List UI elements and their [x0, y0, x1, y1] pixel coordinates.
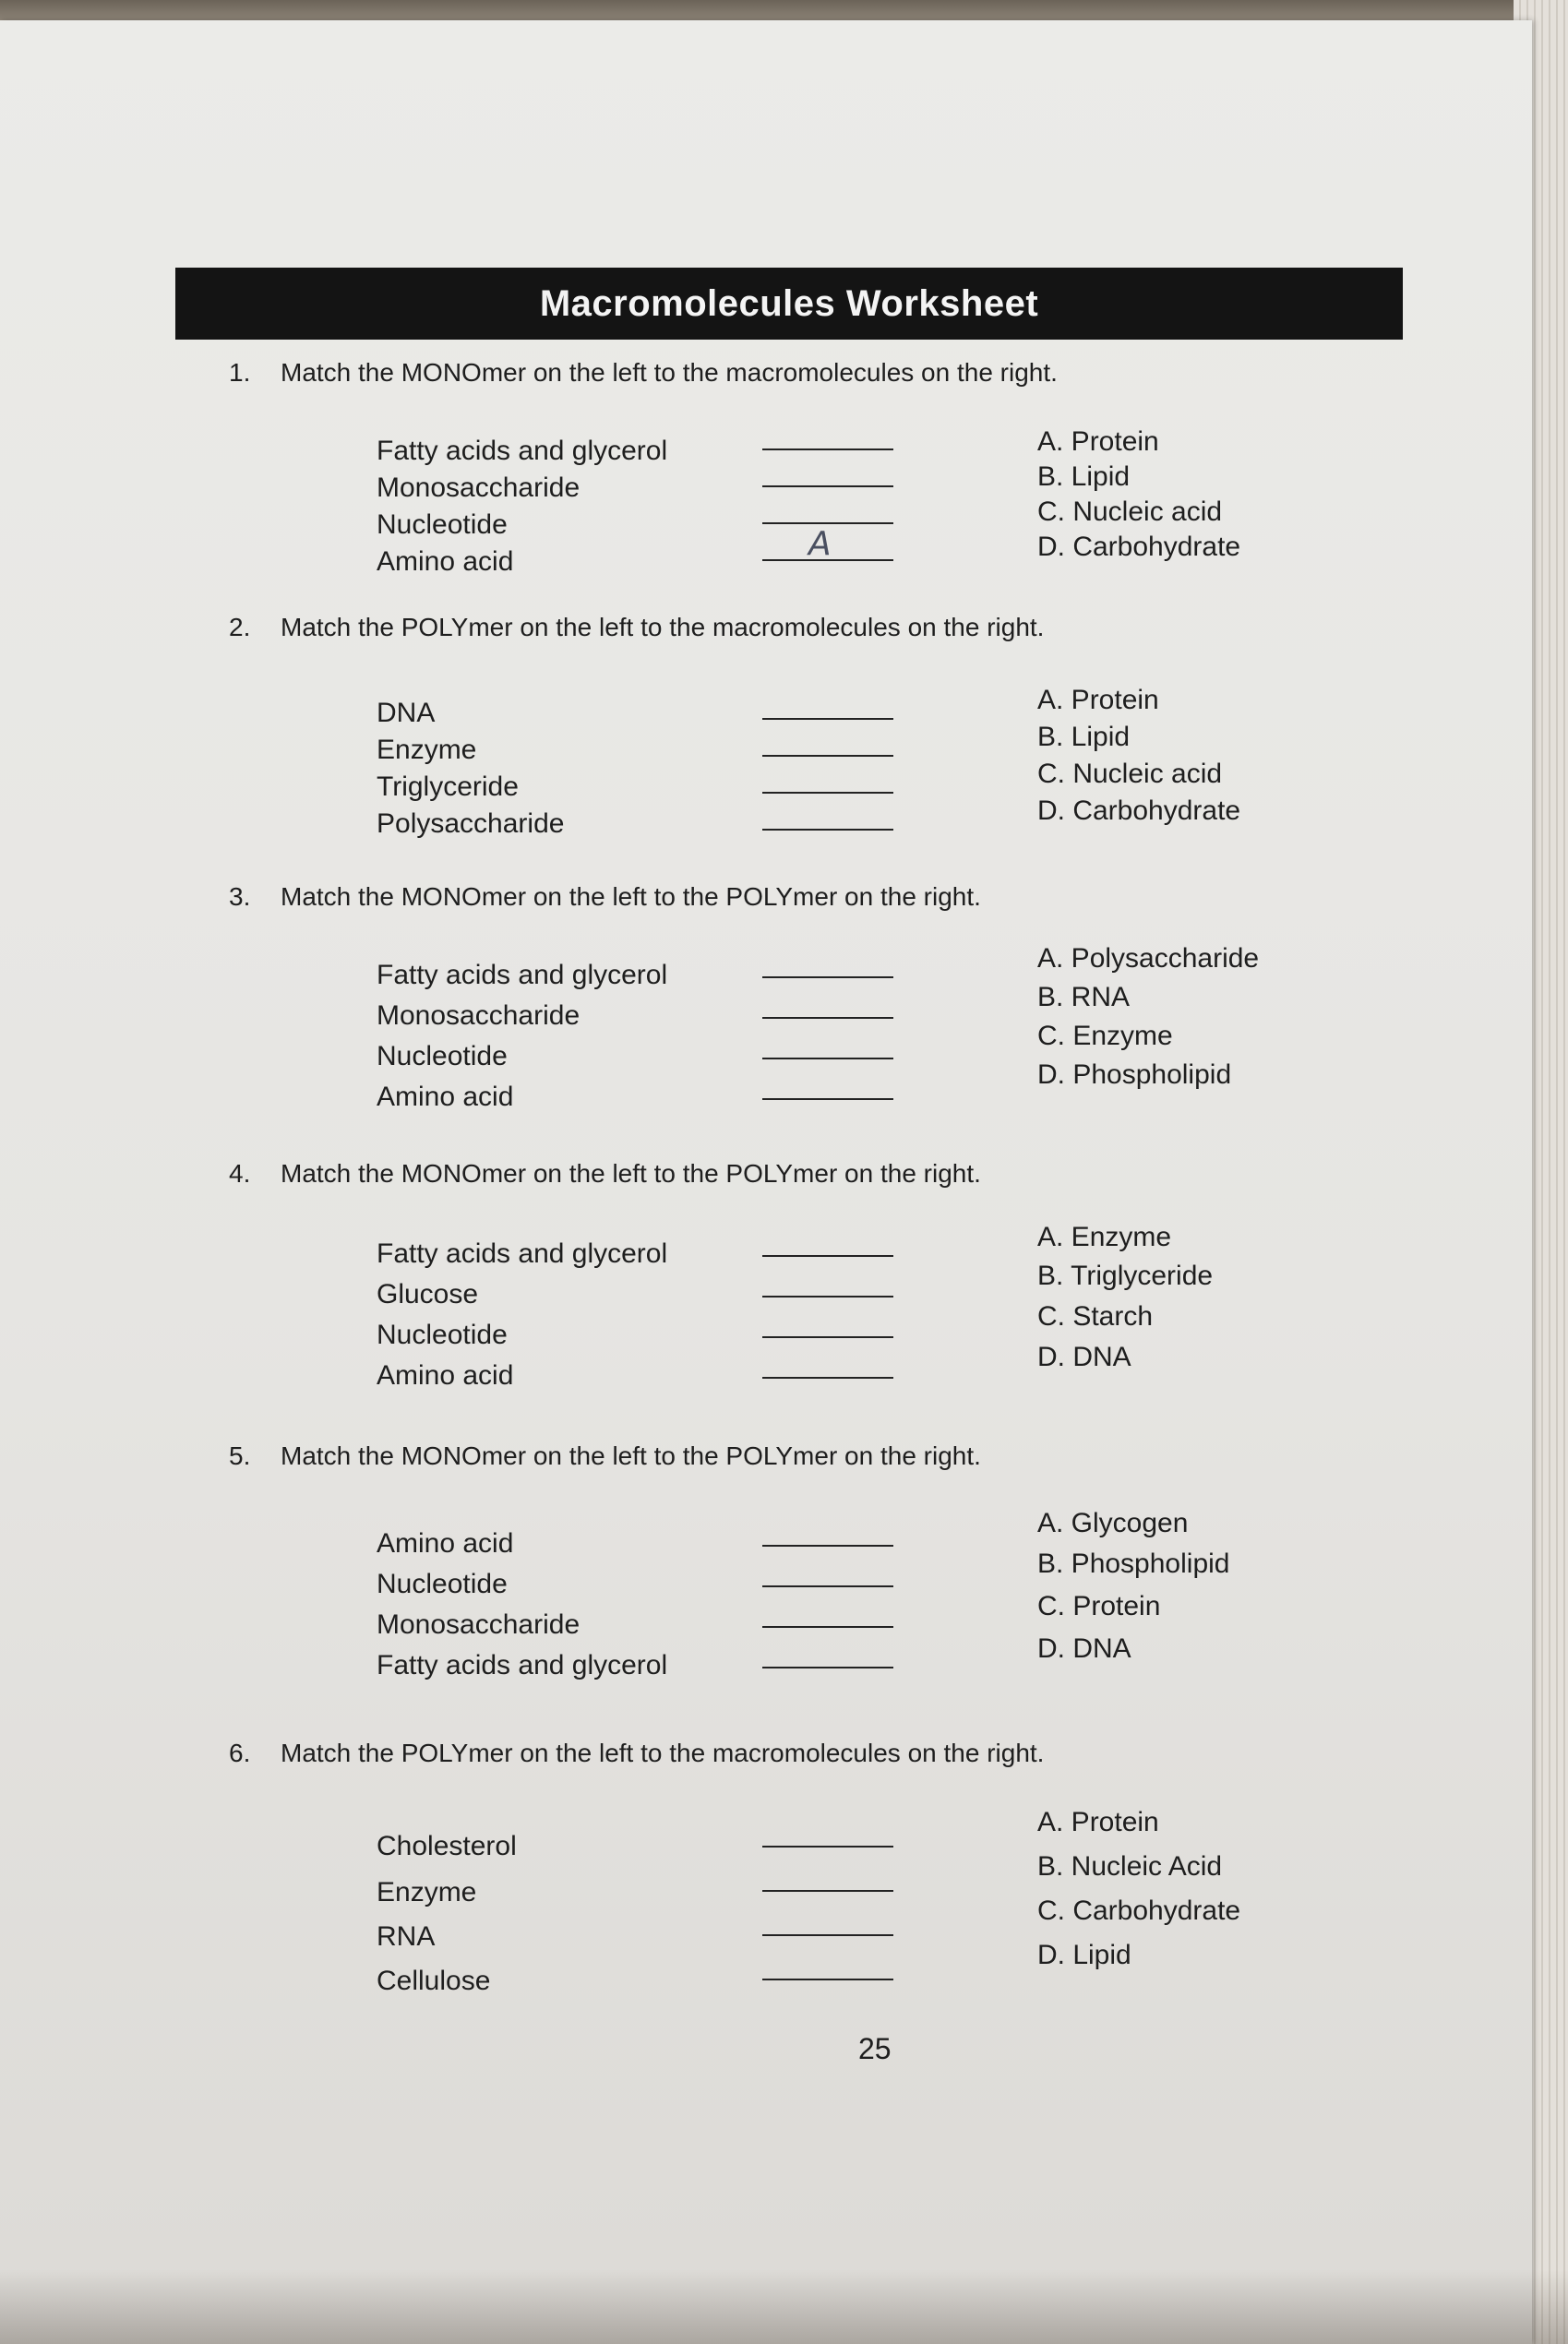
- left-item: DNA: [377, 698, 436, 728]
- question-text: Match the MONOmer on the left to the POLYmer on the right.: [281, 882, 981, 911]
- question-5: [229, 1441, 1410, 1755]
- option-item: A. Protein: [1037, 1807, 1159, 1837]
- answer-blank[interactable]: [762, 1554, 893, 1587]
- answer-blank[interactable]: [762, 1903, 893, 1936]
- left-item: Enzyme: [377, 1877, 477, 1907]
- worksheet-page: [0, 20, 1532, 2344]
- question-text: Match the POLYmer on the left to the macromolecules on the right.: [281, 613, 1045, 641]
- left-item: Glucose: [377, 1279, 479, 1310]
- option-item: D. DNA: [1037, 1633, 1131, 1664]
- answer-blank[interactable]: [762, 1224, 893, 1257]
- answer-blank[interactable]: [762, 1264, 893, 1298]
- option-item: D. Carbohydrate: [1037, 532, 1241, 562]
- option-item: A. Protein: [1037, 426, 1159, 457]
- question-6: [229, 1739, 1410, 2052]
- left-item: Amino acid: [377, 1082, 514, 1112]
- page-number: 25: [858, 2032, 892, 2065]
- left-item: Cellulose: [377, 1966, 491, 1996]
- question-prompt: [229, 1441, 981, 1471]
- question-number: 3.: [229, 882, 251, 911]
- left-item: RNA: [377, 1921, 436, 1952]
- option-item: B. Nucleic Acid: [1037, 1851, 1223, 1882]
- question-prompt: [229, 882, 981, 912]
- question-text: Match the MONOmer on the left to the macromolecules on the right.: [281, 358, 1058, 387]
- question-prompt: [229, 1159, 981, 1189]
- left-item: Cholesterol: [377, 1831, 517, 1861]
- left-item: Fatty acids and glycerol: [377, 436, 668, 466]
- question-number: 1.: [229, 358, 251, 387]
- left-item: Monosaccharide: [377, 1000, 581, 1031]
- bottom-shadow: [0, 2270, 1568, 2344]
- answer-blank[interactable]: [762, 1345, 893, 1379]
- question-4: [229, 1159, 1410, 1473]
- answer-blank[interactable]: [762, 1305, 893, 1338]
- option-item: C. Starch: [1037, 1301, 1154, 1332]
- question-number: 2.: [229, 613, 251, 641]
- answer-blank[interactable]: [762, 1859, 893, 1892]
- question-text: Match the POLYmer on the left to the macromolecules on the right.: [281, 1739, 1045, 1767]
- left-item: Amino acid: [377, 1528, 514, 1559]
- answer-blank[interactable]: [762, 724, 893, 757]
- option-item: A. Enzyme: [1037, 1222, 1172, 1252]
- answer-blank[interactable]: [762, 417, 893, 450]
- answer-blank[interactable]: [762, 986, 893, 1019]
- option-item: C. Enzyme: [1037, 1021, 1173, 1051]
- worksheet-title: Macromolecules Worksheet: [539, 282, 1039, 324]
- answer-blank[interactable]: [762, 1814, 893, 1848]
- question-prompt: [229, 1739, 1044, 1768]
- answer-blank[interactable]: [762, 1513, 893, 1547]
- question-text: Match the MONOmer on the left to the POLYmer on the right.: [281, 1441, 981, 1470]
- answer-handwritten: A: [808, 525, 832, 563]
- option-item: D. DNA: [1037, 1342, 1131, 1372]
- option-item: A. Glycogen: [1037, 1508, 1189, 1538]
- option-item: A. Polysaccharide: [1037, 943, 1260, 974]
- question-2: [229, 613, 1410, 927]
- left-item: Amino acid: [377, 1360, 514, 1391]
- left-item: Monosaccharide: [377, 1609, 581, 1640]
- question-prompt: [229, 613, 1044, 642]
- answer-blank[interactable]: [762, 687, 893, 720]
- answer-blank[interactable]: [762, 945, 893, 978]
- answer-blank[interactable]: [762, 1067, 893, 1100]
- option-item: B. RNA: [1037, 982, 1131, 1012]
- left-item: Nucleotide: [377, 1320, 508, 1350]
- answer-blank[interactable]: [762, 797, 893, 831]
- option-item: B. Lipid: [1037, 461, 1131, 492]
- answer-blank[interactable]: [762, 454, 893, 487]
- question-number: 5.: [229, 1441, 251, 1470]
- answer-blank[interactable]: [762, 1595, 893, 1628]
- option-item: C. Nucleic acid: [1037, 759, 1223, 789]
- option-item: A. Protein: [1037, 685, 1159, 715]
- left-item: Nucleotide: [377, 1041, 508, 1071]
- option-item: D. Carbohydrate: [1037, 795, 1241, 826]
- option-item: C. Protein: [1037, 1591, 1161, 1621]
- question-number: 6.: [229, 1739, 251, 1767]
- left-item: Polysaccharide: [377, 808, 565, 839]
- answer-blank[interactable]: [762, 1026, 893, 1059]
- answer-blank[interactable]: [762, 1635, 893, 1668]
- left-item: Triglyceride: [377, 771, 519, 802]
- question-number: 4.: [229, 1159, 251, 1188]
- question-prompt: [229, 358, 1058, 388]
- option-item: B. Triglyceride: [1037, 1261, 1214, 1291]
- left-item: Enzyme: [377, 735, 477, 765]
- left-item: Fatty acids and glycerol: [377, 1238, 668, 1269]
- option-item: B. Phospholipid: [1037, 1549, 1230, 1579]
- answer-blank[interactable]: [762, 760, 893, 794]
- title-banner: [175, 268, 1403, 340]
- option-item: D. Lipid: [1037, 1940, 1131, 1970]
- left-item: Nucleotide: [377, 1569, 508, 1599]
- question-text: Match the MONOmer on the left to the POLYmer on the right.: [281, 1159, 981, 1188]
- answer-blank[interactable]: [762, 491, 893, 524]
- option-item: C. Nucleic acid: [1037, 496, 1223, 527]
- answer-blank[interactable]: [762, 525, 893, 563]
- left-item: Amino acid: [377, 546, 514, 577]
- option-item: C. Carbohydrate: [1037, 1896, 1241, 1926]
- answer-blank[interactable]: [762, 1947, 893, 1980]
- question-3: [229, 882, 1410, 1196]
- option-item: B. Lipid: [1037, 722, 1131, 752]
- left-item: Fatty acids and glycerol: [377, 1650, 668, 1680]
- left-item: Fatty acids and glycerol: [377, 960, 668, 990]
- option-item: D. Phospholipid: [1037, 1059, 1232, 1090]
- left-item: Monosaccharide: [377, 472, 581, 503]
- left-item: Nucleotide: [377, 509, 508, 540]
